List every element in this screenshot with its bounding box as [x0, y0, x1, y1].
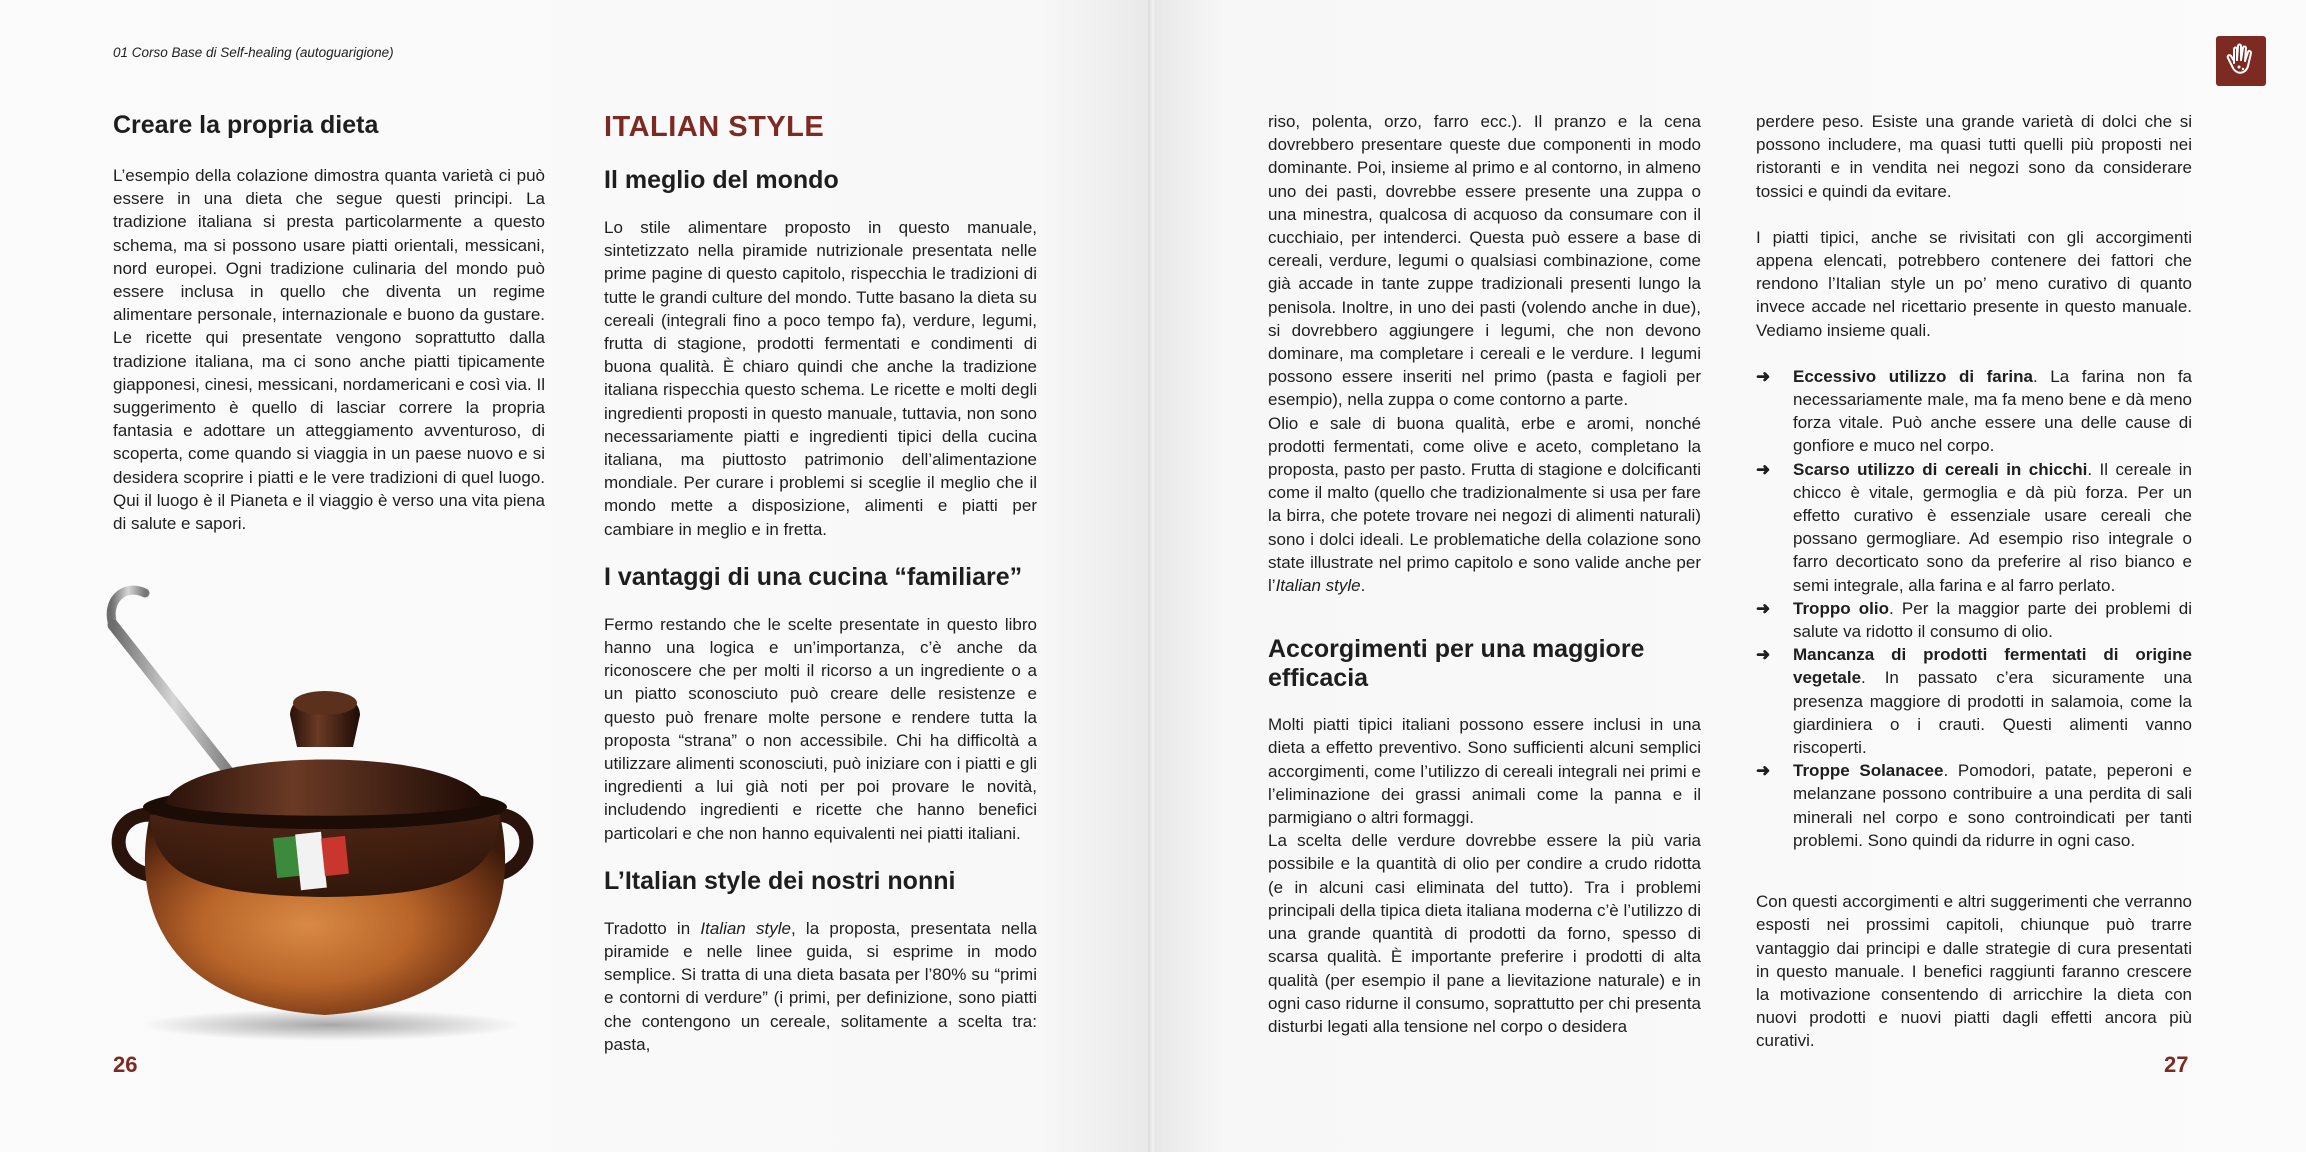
list-item: ➜ Troppo olio. Per la maggior parte dei problemi di salute va ridotto il consumo di olio.	[1756, 598, 2192, 642]
list-item: ➜ Troppe Solanacee. Pomodori, patate, peperoni e melanzane possono contribuire a una perdita di sali minerali nel corpo e sono controindicati per tanti problemi. Sono quindi da ridurre in ogni caso.	[1756, 761, 2193, 850]
section-heading: Creare la propria dieta	[113, 111, 379, 139]
terracotta-pot-image	[95, 575, 555, 1050]
right-page	[1156, 0, 2306, 1152]
left-column-1	[113, 110, 545, 535]
subheading-nonni: L’Italian style dei nostri nonni	[604, 866, 956, 895]
arrow-icon: ➜	[1756, 761, 1771, 781]
body-paragraph: Lo stile alimentare proposto in questo manuale, sintetizzato nella piramide nutrizionale presentata nelle prime pagine di questo capitolo, rispecchia le tradizioni di tutte le grandi culture del mondo. Tutte basano la dieta su cereali (integrali fino a poco tempo fa), verdure, legumi, frutta di stagione, prodotti fermentati e condimenti di buona qualità. È chiaro quindi che anche la tradizione italiana rispecchia questo schema. Le ricette e molti degli ingredienti proposti in questo manuale, tuttavia, non sono necessariamente piatti e ingredienti tipici della cucina italiana, ma piuttosto patrimonio dell’alimentazione mondiale. Per curare i problemi si sceglie il meglio che il mondo mette a disposizione, alimenti e piatti per cambiare in meglio e in fretta.	[604, 218, 1037, 539]
list-item: ➜ Scarso utilizzo di cereali in chicchi. Il cereale in chicco è vitale, germoglia e dà più forza. Per un effetto curativo è essenziale usare cereali che possano germogliare. Ad esempio riso integrale o farro decorticato sono da preferire al riso bianco e semi integrale, alla farina e al farro perlato.	[1756, 459, 2192, 595]
logo	[2216, 36, 2266, 86]
arrow-icon: ➜	[1756, 645, 1771, 665]
subheading-meglio: Il meglio del mondo	[604, 166, 839, 194]
right-column-1	[1268, 110, 1701, 1038]
subheading-vantaggi: I vantaggi di una cucina “familiare”	[604, 562, 1023, 591]
bullet-list	[1756, 365, 2192, 852]
arrow-icon: ➜	[1756, 366, 1771, 386]
body-paragraph: I piatti tipici, anche se rivisitati con gli accorgimenti appena elencati, potrebbero contenere dei fattori che rendono l’Italian style un po’ meno curativo di quanto invece accade nel ricettario presente in questo manuale. Vediamo insieme quali.	[1756, 227, 2192, 340]
body-paragraph: Fermo restando che le scelte presentate in questo libro hanno una logica e un’importanza, c’è anche da riconoscere che per molti il ricorso a un ingrediente o a un piatto sconosciuto può creare delle resistenze e questo può frenare molte persone e rendere tutta la proposta “strana” o non accessibile. Chi ha difficoltà a utilizzare alimenti sconosciuti, può iniziare con i piatti e gli ingredienti a lui già noti per poi provare le novità, includendo ingredienti e ricette che hanno benefici particolari e che non hanno equivalenti nei piatti italiani.	[604, 614, 1037, 843]
chapter-title: ITALIAN STYLE	[604, 111, 825, 143]
list-item: ➜ Mancanza di prodotti fermentati di origine vegetale. In passato c’era sicuramente una presenza maggiore di prodotti in salamoia, come la giardiniera o i crauti. Questi alimenti vanno riscoperti.	[1756, 645, 2192, 758]
body-paragraph: Olio e sale di buona qualità, erbe e aromi, nonché prodotti fermentati, come olive e aceto, completano la proposta, pasto per pasto. Frutta di stagione e dolcificanti come il malto (quello che tradizionalmente si usa per fare la birra, che potete trovare nei negozi di alimenti naturali) sono i dolci ideali. Le problematiche della colazione sono state illustrate nel primo capitolo e sono valide anche per l’Italian style.	[1268, 413, 1701, 596]
body-paragraph: Con questi accorgimenti e altri suggerimenti che verranno esposti nei prossimi capitoli, chiunque può trarre vantaggio dai principi e dalle strategie di cura presentati in questo manuale. I benefici raggiunti faranno crescere la motivazione consentendo di arricchire la dieta con nuovi prodotti e nuovi piatti dagli effetti ancora più curativi.	[1756, 892, 2192, 1051]
running-head: 01 Corso Base di Self-healing (autoguarigione)	[113, 45, 394, 60]
right-column-2	[1756, 110, 2192, 1053]
page-number-right: 27	[2164, 1052, 2189, 1077]
arrow-icon: ➜	[1756, 598, 1771, 618]
body-paragraph: perdere peso. Esiste una grande varietà di dolci che si possono includere, ma quasi tutti quelli più proposti nei ristoranti e in vendita nei negozi sono da considerare tossici e quindi da evitare.	[1756, 112, 2192, 201]
hand-icon	[2216, 36, 2266, 86]
page-number-left: 26	[113, 1052, 138, 1077]
arrow-icon: ➜	[1756, 459, 1771, 479]
left-page	[0, 0, 1150, 1152]
body-paragraph: riso, polenta, orzo, farro ecc.). Il pranzo e la cena dovrebbero presentare queste due componenti in modo dominante. Poi, insieme al primo e al contorno, in almeno uno dei pasti, dovrebbe essere presente una zuppa o una minestra, qualcosa di acquoso da consumare con il cucchiaio, per intenderci. Questa può essere a base di cereali, verdure, legumi o qualsiasi combinazione, come già accade in tante zuppe tradizionali presenti lungo la penisola. Inoltre, in uno dei pasti (volendo anche in due), si dovrebbero aggiungere i legumi, che non devono dominare, ma completare i cereali e le verdure. I legumi possono essere inseriti nel primo (pasta e fagioli per esempio), nella zuppa o come contorno a parte.	[1268, 112, 1701, 410]
subheading-accorgimenti: Accorgimenti per una maggiore efficacia	[1268, 635, 1645, 693]
body-paragraph: Molti piatti tipici italiani possono essere inclusi in una dieta a effetto preventivo. Sono sufficienti alcuni semplici accorgimenti, come l’utilizzo di cereali integrali nei primi e l’eliminazione dei grassi animali come la panna e il parmigiano o altri formaggi.	[1268, 715, 1701, 828]
left-column-2	[604, 110, 1037, 1056]
body-paragraph: L’esempio della colazione dimostra quanta varietà ci può essere in una dieta che segue questi principi. La tradizione italiana si presta particolarmente a questo schema, ma si possono usare piatti orientali, messicani, nord europei. Ogni tradizione culinaria del mondo può essere inclusa in quello che diventa un regime alimentare personale, internazionale e buono da gustare. Le ricette qui presentate vengono soprattutto dalla tradizione italiana, ma ci sono anche piatti tipicamente giapponesi, cinesi, messicani, nordamericani e così via. Il suggerimento è quello di lasciar correre la propria fantasia e adottare un atteggiamento avventuroso, di scoperta, come quando si viaggia in un paese nuovo e si desidera scoprire i piatti e le vere tradizioni di quel luogo. Qui il luogo è il Pianeta e il viaggio è verso una vita piena di salute e sapori.	[113, 166, 545, 534]
list-item: ➜ Eccessivo utilizzo di farina. La farina non fa necessariamente male, ma fa meno bene e dà meno forza vitale. Può anche essere una delle cause di gonfiore e muco nel corpo.	[1756, 366, 2193, 456]
body-paragraph: La scelta delle verdure dovrebbe essere la più varia possibile e la quantità di olio per condire a crudo ridotta (e in alcuni casi eliminata del tutto). Tra i problemi principali della tipica dieta italiana moderna c’è l’utilizzo di una grande quantità di prodotti da forno, spesso di scarsa qualità. È importante preferire i prodotti di alta qualità (per esempio il pane a lievitazione naturale) e in ogni caso ridurne il consumo, soprattutto per chi presenta disturbi legati alla tensione nel corpo o desidera	[1268, 831, 1701, 1036]
body-paragraph: Tradotto in Italian style, la proposta, presentata nella piramide e nelle linee guida, si esprime in modo semplice. Si tratta di una dieta basata per l’80% su “primi e contorni di verdure” (i primi, per definizione, sono piatti che contengono un cereale, solitamente a scelta tra: pasta,	[604, 918, 1037, 1054]
